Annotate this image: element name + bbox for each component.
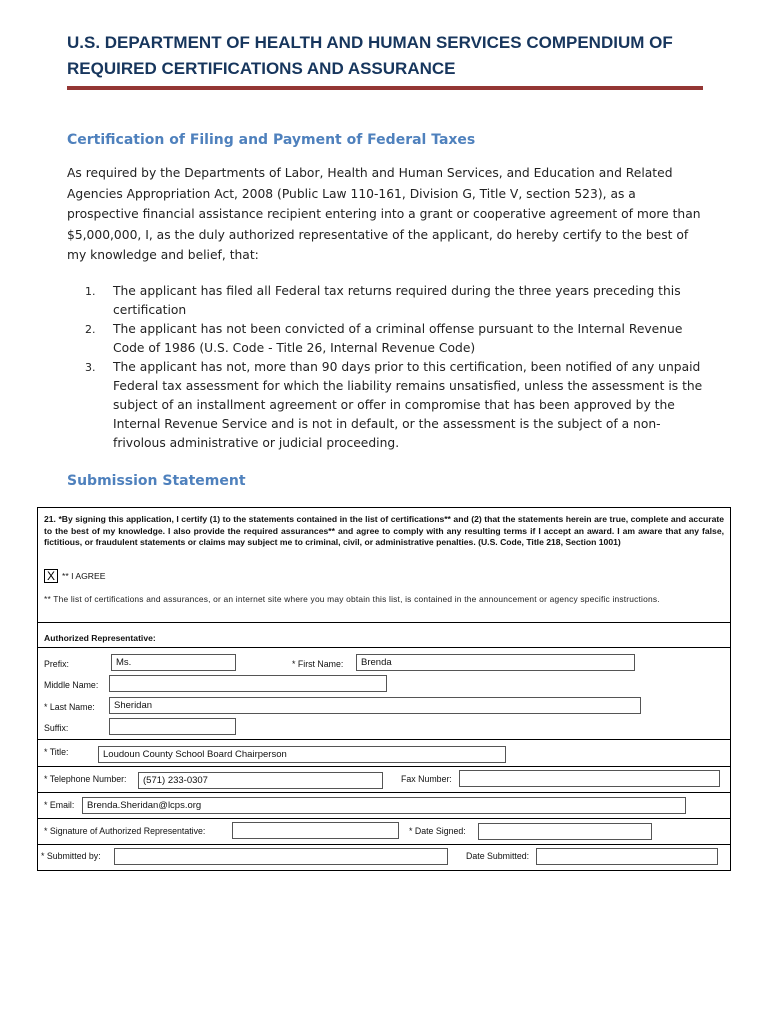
agree-checkbox[interactable]: X bbox=[44, 569, 58, 583]
submitted-by-label: * Submitted by: bbox=[41, 851, 101, 861]
prefix-label: Prefix: bbox=[44, 659, 69, 669]
submission-form bbox=[37, 507, 731, 871]
list-number: 3. bbox=[85, 361, 96, 374]
section-divider bbox=[38, 818, 730, 819]
fax-field[interactable] bbox=[459, 770, 720, 787]
email-field[interactable]: Brenda.Sheridan@lcps.org bbox=[82, 797, 686, 814]
section-divider bbox=[38, 844, 730, 845]
list-number: 2. bbox=[85, 323, 96, 336]
fax-label: Fax Number: bbox=[401, 774, 452, 784]
title-label: * Title: bbox=[44, 747, 69, 757]
submitted-by-field[interactable] bbox=[114, 848, 448, 865]
prefix-field[interactable]: Ms. bbox=[111, 654, 236, 671]
date-submitted-label: Date Submitted: bbox=[466, 851, 530, 861]
header-divider bbox=[67, 86, 703, 90]
first-name-label: * First Name: bbox=[292, 659, 344, 669]
section-divider bbox=[38, 647, 730, 648]
list-text: The applicant has filed all Federal tax returns required during the three years preceding this certification bbox=[113, 284, 681, 317]
list-text: The applicant has not, more than 90 days prior to this certification, been notified of any unpaid Federal tax assessment for which the liability remains unsatisfied, unless the assessment is the subject of an installment agreement or offer in compromise that has been approved by the Internal Revenue Service and is not in default, or the assessment is the subject of a non-frivolous administrative or judicial proceeding. bbox=[113, 360, 703, 450]
last-name-field[interactable]: Sheridan bbox=[109, 697, 641, 714]
submission-heading: Submission Statement bbox=[67, 473, 246, 489]
title-field[interactable]: Loudoun County School Board Chairperson bbox=[98, 746, 506, 763]
certification-list bbox=[85, 282, 705, 453]
section-divider bbox=[38, 739, 730, 740]
list-item bbox=[85, 320, 705, 358]
middle-name-field[interactable] bbox=[109, 675, 387, 692]
suffix-label: Suffix: bbox=[44, 723, 69, 733]
telephone-label: * Telephone Number: bbox=[44, 774, 127, 784]
date-signed-field[interactable] bbox=[478, 823, 652, 840]
list-item bbox=[85, 282, 705, 320]
list-text: The applicant has not been convicted of a criminal offense pursuant to the Internal Revenue Code of 1986 (U.S. Code - Title 26, Internal Revenue Code) bbox=[113, 322, 683, 355]
agree-label: ** I AGREE bbox=[62, 571, 106, 581]
list-item bbox=[85, 358, 705, 453]
email-label: * Email: bbox=[44, 800, 75, 810]
list-number: 1. bbox=[85, 285, 96, 298]
document-title: U.S. DEPARTMENT OF HEALTH AND HUMAN SERVICES COMPENDIUM OF REQUIRED CERTIFICATIONS AND ASSURANCE bbox=[67, 33, 673, 78]
footnote-text: ** The list of certifications and assurances, or an internet site where you may obtain this list, is contained in the announcement or agency specific instructions. bbox=[44, 594, 660, 604]
certification-heading: Certification of Filing and Payment of Federal Taxes bbox=[67, 132, 476, 148]
section-divider bbox=[38, 622, 730, 623]
signature-label: * Signature of Authorized Representative: bbox=[44, 826, 206, 836]
section-divider bbox=[38, 766, 730, 767]
telephone-field[interactable]: (571) 233-0307 bbox=[138, 772, 383, 789]
signature-field[interactable] bbox=[232, 822, 399, 839]
first-name-field[interactable]: Brenda bbox=[356, 654, 635, 671]
date-submitted-field[interactable] bbox=[536, 848, 718, 865]
suffix-field[interactable] bbox=[109, 718, 236, 735]
section-divider bbox=[38, 792, 730, 793]
last-name-label: * Last Name: bbox=[44, 702, 95, 712]
certification-intro: As required by the Departments of Labor, Health and Human Services, and Education and Related Agencies Appropriation Act, 2008 (Public Law 110-161, Division G, Title V, section 523), as a prospective financial assistance recipient entering into a grant or cooperative agreement of more than $5,000,000, I, as the duly authorized representative of the applicant, do hereby certify to the best of my knowledge and belief, that: bbox=[67, 166, 701, 262]
middle-name-label: Middle Name: bbox=[44, 680, 99, 690]
authorized-rep-label: Authorized Representative: bbox=[44, 633, 156, 643]
date-signed-label: * Date Signed: bbox=[409, 826, 466, 836]
submission-statement: 21. *By signing this application, I certify (1) to the statements contained in the list of certifications** and (2) that the statements herein are true, complete and accurate to the best of my knowledge. I also provide the required assurances** and agree to comply with any resulting terms if I accept an award. I am aware that any false, fictitious, or fraudulent statements or claims may subject me to criminal, civil, or administrative penalties. (U.S. Code, Title 218, Section 1001) bbox=[44, 514, 724, 548]
